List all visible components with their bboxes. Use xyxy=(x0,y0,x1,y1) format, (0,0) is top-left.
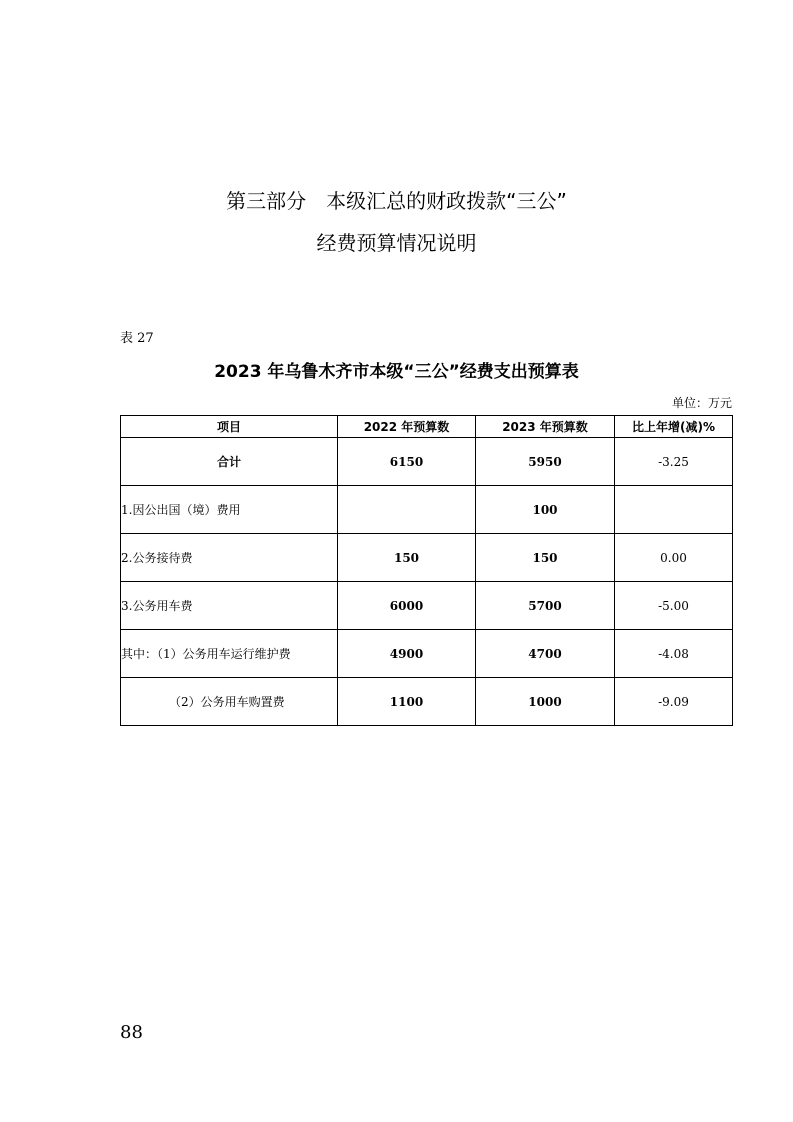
cell-2022: 1100 xyxy=(338,678,476,726)
cell-change: -5.00 xyxy=(615,582,733,630)
cell-item: 合计 xyxy=(121,438,338,486)
cell-2022: 150 xyxy=(338,534,476,582)
table-row xyxy=(121,486,733,534)
table-row-total xyxy=(121,438,733,486)
cell-change: -3.25 xyxy=(615,438,733,486)
cell-2023: 5950 xyxy=(476,438,615,486)
cell-2022: 6000 xyxy=(338,582,476,630)
table-header-row xyxy=(121,416,733,438)
table-number: 表 27 xyxy=(120,331,154,346)
cell-2023: 1000 xyxy=(476,678,615,726)
cell-item: 3.公务用车费 xyxy=(121,582,338,630)
cell-2023: 100 xyxy=(476,486,615,534)
table-row xyxy=(121,678,733,726)
cell-item: 2.公务接待费 xyxy=(121,534,338,582)
header-change-percent: 比上年增(减)% xyxy=(615,416,733,438)
cell-2023: 5700 xyxy=(476,582,615,630)
header-2023-budget: 2023 年预算数 xyxy=(476,416,615,438)
table-title: 2023 年乌鲁木齐市本级“三公”经费支出预算表 xyxy=(214,362,579,382)
cell-2022: 4900 xyxy=(338,630,476,678)
cell-item: 其中：（1）公务用车运行维护费 xyxy=(121,630,338,678)
cell-2022 xyxy=(338,486,476,534)
cell-change: -4.08 xyxy=(615,630,733,678)
cell-2023: 150 xyxy=(476,534,615,582)
cell-2023: 4700 xyxy=(476,630,615,678)
cell-change xyxy=(615,486,733,534)
header-item: 项目 xyxy=(121,416,338,438)
cell-item: （2）公务用车购置费 xyxy=(121,678,338,726)
table-row xyxy=(121,630,733,678)
budget-table xyxy=(120,415,733,726)
header-2022-budget: 2022 年预算数 xyxy=(338,416,476,438)
table-row xyxy=(121,534,733,582)
unit-label: 单位：万元 xyxy=(671,396,732,410)
cell-change: -9.09 xyxy=(615,678,733,726)
cell-item: 1.因公出国（境）费用 xyxy=(121,486,338,534)
page-number: 88 xyxy=(120,1022,143,1043)
section-title-line1: 第三部分 本级汇总的财政拨款“三公” xyxy=(226,189,567,213)
table-row xyxy=(121,582,733,630)
cell-2022: 6150 xyxy=(338,438,476,486)
section-title-line2: 经费预算情况说明 xyxy=(316,231,477,255)
cell-change: 0.00 xyxy=(615,534,733,582)
